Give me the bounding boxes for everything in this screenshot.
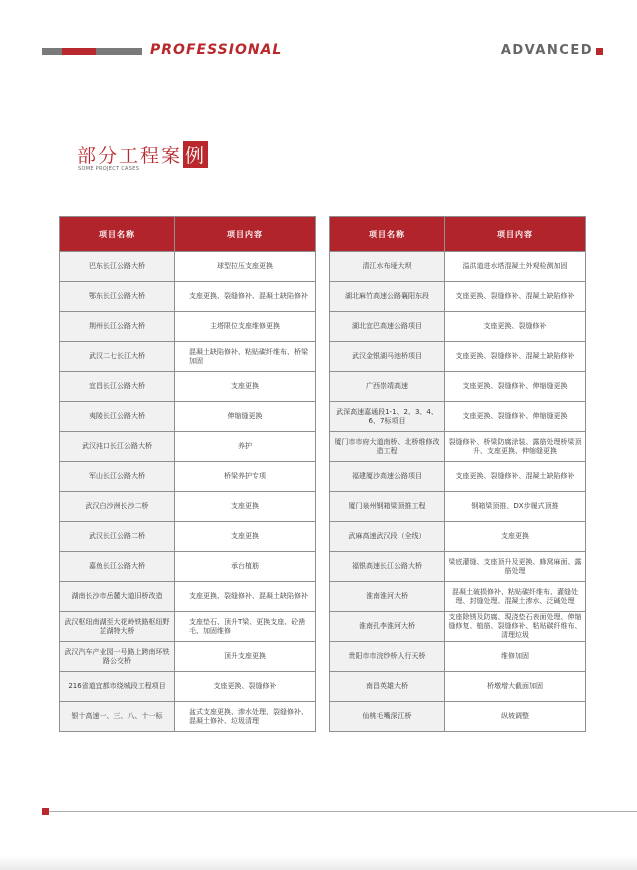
project-content-cell: 盆式支座更换、渗水处理、裂缝修补、混凝土修补、垃圾清理 [175,702,316,732]
table-row [60,252,316,282]
project-content-cell: 溢洪道进水塔混凝土外观检测加固 [445,252,586,282]
project-name-cell: 厦门市市府大道南桥、北桥维修改造工程 [330,432,445,462]
project-name-cell: 湖北麻竹高速公路襄阳东段 [330,282,445,312]
section-title-main: 部分工程案 [77,145,183,167]
project-content-cell: 支座更换 [175,492,316,522]
project-content-cell: 梁底灌缝、支座顶升及更换、蜂窝麻面、露筋处理 [445,552,586,582]
project-content-cell: 钢箱梁顶推、DX步履式顶推 [445,492,586,522]
table-row [60,552,316,582]
table-row [60,612,316,642]
project-content-cell: 养护 [175,432,316,462]
table-row [60,582,316,612]
project-name-cell: 武深高速嘉通段1-1、2、3、4、6、7标项目 [330,402,445,432]
project-content-cell: 桥墩增大截面加固 [445,672,586,702]
project-name-cell: 湖南长沙市岳麓大道旧桥改造 [60,582,175,612]
table-row [60,282,316,312]
table-row [60,642,316,672]
project-name-cell: 宜昌长江公路大桥 [60,372,175,402]
project-content-cell: 支座更换、裂缝修补 [445,312,586,342]
project-content-cell: 支座更换、裂缝修补、混凝土缺陷修补 [175,282,316,312]
project-name-cell: 淮南孔李淮河大桥 [330,612,445,642]
project-content-cell: 支座更换、裂缝修补、伸缩缝更换 [445,372,586,402]
project-name-cell: 银十高速一、三、八、十一标 [60,702,175,732]
table-row [330,612,586,642]
project-name-cell: 淮南淮河大桥 [330,582,445,612]
project-content-cell: 纵坡调整 [445,702,586,732]
project-name-cell: 武汉二七长江大桥 [60,342,175,372]
table-row [330,372,586,402]
project-content-cell: 桥梁养护专项 [175,462,316,492]
table-row [60,462,316,492]
table-row [330,462,586,492]
table-row [60,312,316,342]
table-row [330,432,586,462]
project-content-cell: 支座更换、裂缝修补、伸缩缝更换 [445,402,586,432]
project-content-cell: 支座除锈及防腐、現浇垫石表面处理、伸缩缝修复、植筋、裂缝修补、粘贴碳纤维布、清理垃圾 [445,612,586,642]
project-name-cell: 216省道宜都市绕城段工程项目 [60,672,175,702]
table-row [60,372,316,402]
table-row [60,672,316,702]
project-name-cell: 广西崇靖高速 [330,372,445,402]
project-content-cell: 承台植筋 [175,552,316,582]
table-row [330,642,586,672]
project-table-right [329,216,586,732]
project-content-cell: 支座更换 [445,522,586,552]
table-row [330,582,586,612]
project-name-cell: 南昌英雄大桥 [330,672,445,702]
project-name-cell: 嘉鱼长江公路大桥 [60,552,175,582]
project-name-cell: 厦门泉州钢箱梁顶推工程 [330,492,445,522]
project-name-cell: 贵阳市市浣纱桥人行天桥 [330,642,445,672]
project-table-left [59,216,316,732]
project-name-cell: 武汉长江公路二桥 [60,522,175,552]
project-name-cell: 夷陵长江公路大桥 [60,402,175,432]
table-header-row [60,217,316,252]
project-name-cell: 武汉沌口长江公路大桥 [60,432,175,462]
table-row [330,702,586,732]
column-header-name: 项目名称 [330,217,445,252]
section-title [77,141,208,168]
table-row [60,702,316,732]
project-name-cell: 鄂东长江公路大桥 [60,282,175,312]
page-bottom-edge [0,856,637,870]
project-content-cell: 支座更换、裂缝修补 [175,672,316,702]
project-name-cell: 巴东长江公路大桥 [60,252,175,282]
table-row [330,492,586,522]
table-row [60,522,316,552]
project-name-cell: 武汉金银湖马池桥项目 [330,342,445,372]
project-content-cell: 支座更换 [175,372,316,402]
project-name-cell: 武汉白沙洲长沙二桥 [60,492,175,522]
project-content-cell: 裂缝修补、桥梁防腐涂装、露筋处理桥梁顶升、支座更换、伸缩缝更换 [445,432,586,462]
project-content-cell: 混凝土破损修补、粘贴碳纤维布、灌缝处理、封缝处理、混凝土渗水、泛碱处理 [445,582,586,612]
header-accent-bar [62,48,96,55]
section-subtitle: SOME PROJECT CASES [78,166,140,172]
project-content-cell: 支座更换、裂缝修补、混凝土缺陷修补 [445,282,586,312]
project-content-cell: 伸缩缝更换 [175,402,316,432]
project-content-cell: 主塔限位支座维修更换 [175,312,316,342]
project-name-cell: 军山长江公路大桥 [60,462,175,492]
project-name-cell: 福银高速长江公路大桥 [330,552,445,582]
header-square-icon [596,48,603,55]
table-row [60,492,316,522]
project-content-cell: 支座更换、裂缝修补、混凝土缺陷修补 [445,462,586,492]
table-row [330,312,586,342]
table-row [330,282,586,312]
project-content-cell: 球型拉压支座更换 [175,252,316,282]
project-content-cell: 混凝土缺陷修补、粘贴碳纤维布、桥梁加固 [175,342,316,372]
project-name-cell: 福建厦沙高速公路项目 [330,462,445,492]
project-name-cell: 武汉枢纽南湖至大花岭铁路枢纽野芷湖特大桥 [60,612,175,642]
table-row [330,672,586,702]
project-name-cell: 湖北宜巴高速公路项目 [330,312,445,342]
table-header-row [330,217,586,252]
table-row [60,342,316,372]
project-content-cell: 顶升支座更换 [175,642,316,672]
footer-divider [49,811,637,812]
column-header-content: 项目内容 [445,217,586,252]
table-row [330,252,586,282]
project-name-cell: 清江水布垭大坝 [330,252,445,282]
table-row [60,402,316,432]
table-row [330,552,586,582]
project-content-cell: 支座更换 [175,522,316,552]
header-right-title: ADVANCED [500,43,593,58]
column-header-name: 项目名称 [60,217,175,252]
table-row [330,402,586,432]
footer-square-icon [42,808,49,815]
table-row [60,432,316,462]
project-content-cell: 维修加固 [445,642,586,672]
project-name-cell: 荆州长江公路大桥 [60,312,175,342]
header-left-title: PROFESSIONAL [150,42,283,58]
project-name-cell: 武麻高速武汉段（全线） [330,522,445,552]
project-content-cell: 支座更换、裂缝修补、混凝土缺陷修补 [445,342,586,372]
project-name-cell: 仙桃毛嘴深江桥 [330,702,445,732]
column-header-content: 项目内容 [175,217,316,252]
table-row [330,342,586,372]
table-row [330,522,586,552]
project-content-cell: 支座垫石、顶升T梁、更换支座、砼凿毛、加固维修 [175,612,316,642]
project-content-cell: 支座更换、裂缝修补、混凝土缺陷修补 [175,582,316,612]
project-name-cell: 武汉汽车产业园一号路上跨南环铁路公交桥 [60,642,175,672]
section-title-highlight: 例 [183,141,208,168]
